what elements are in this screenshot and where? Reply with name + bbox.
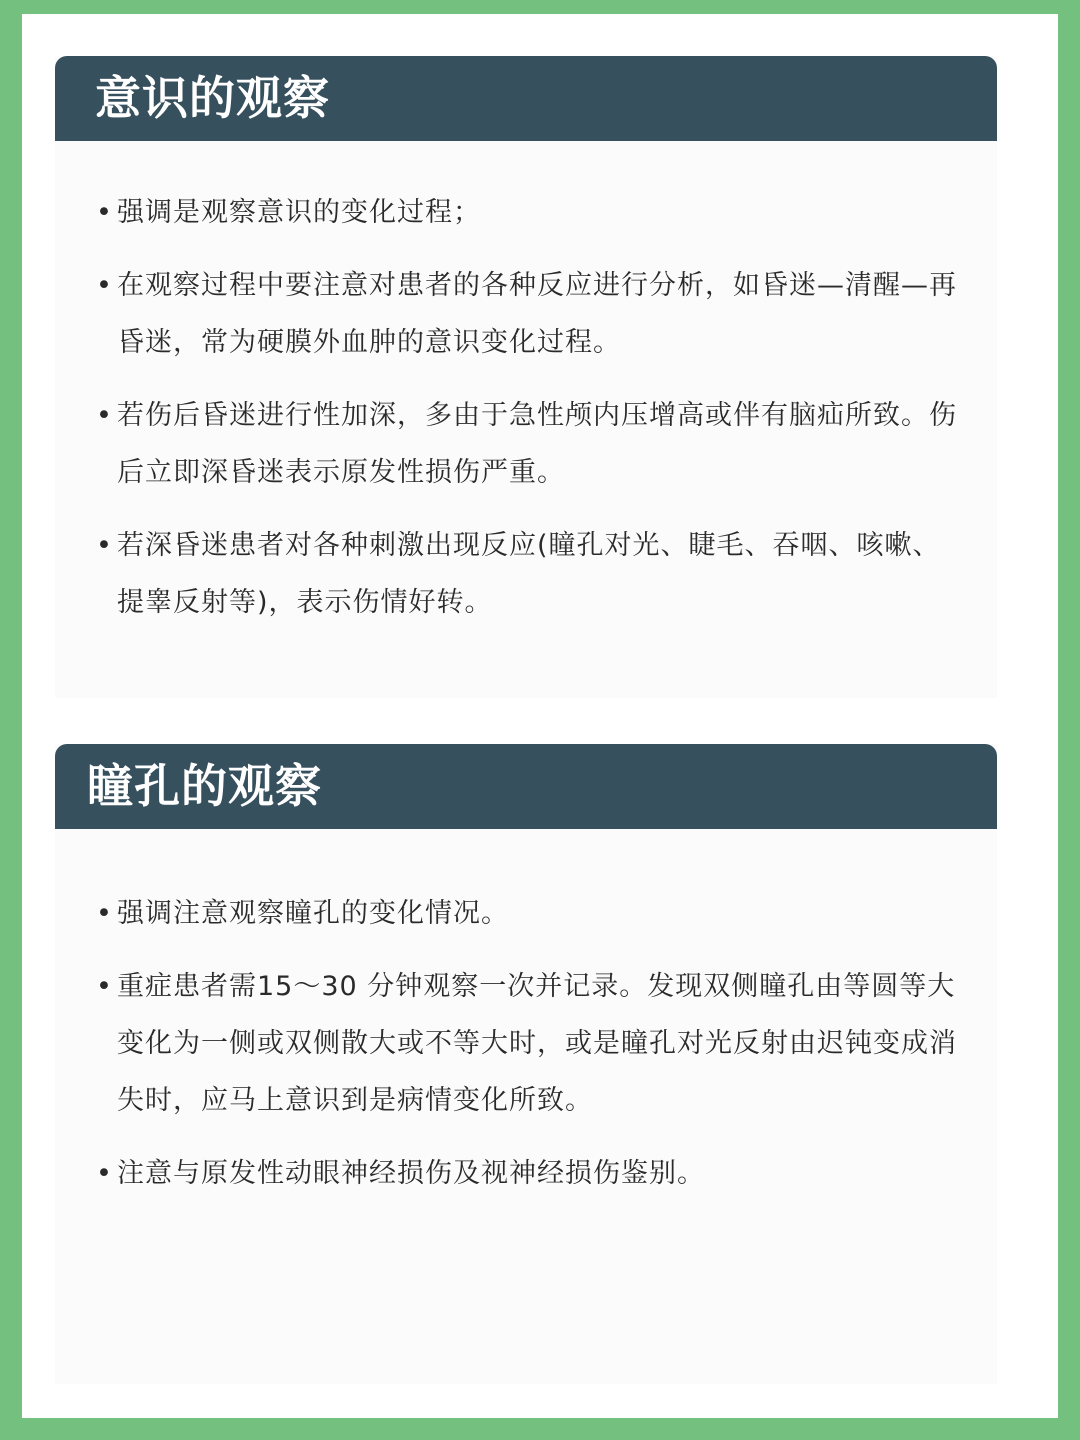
consciousness-section	[55, 56, 997, 698]
page-frame	[22, 14, 1058, 1418]
bullet-icon: •	[96, 400, 113, 431]
list-item-text: 强调是观察意识的变化过程；	[117, 197, 481, 228]
list-item-text: 在观察过程中要注意对患者的各种反应进行分析，如昏迷—清醒—再昏迷，常为硬膜外血肿的意识变化过程。	[117, 270, 957, 358]
list-item-text: 重症患者需15～30 分钟观察一次并记录。发现双侧瞳孔由等圆等大变化为一侧或双侧散大或不等大时，或是瞳孔对光反射由迟钝变成消失时，应马上意识到是病情变化所致。	[117, 971, 957, 1116]
section-title: 意识的观察	[55, 56, 997, 141]
pupil-section	[55, 744, 997, 1384]
bullet-icon: •	[96, 898, 113, 929]
list-item	[55, 885, 997, 942]
bullet-icon: •	[96, 197, 113, 228]
list-item-text: 强调注意观察瞳孔的变化情况。	[117, 898, 509, 929]
list-item	[55, 1145, 997, 1202]
list-item	[55, 958, 997, 1129]
list-item	[55, 184, 997, 241]
list-item	[55, 257, 997, 371]
list-item	[55, 387, 997, 501]
bullet-icon: •	[96, 971, 113, 1002]
list-item	[55, 517, 997, 631]
section-title: 瞳孔的观察	[55, 744, 997, 829]
list-item-text: 注意与原发性动眼神经损伤及视神经损伤鉴别。	[117, 1158, 705, 1189]
bullet-icon: •	[96, 1158, 113, 1189]
bullet-list	[55, 141, 997, 631]
bullet-icon: •	[96, 530, 113, 561]
bullet-icon: •	[96, 270, 113, 301]
bullet-list	[55, 829, 997, 1202]
list-item-text: 若伤后昏迷进行性加深，多由于急性颅内压增高或伴有脑疝所致。伤后立即深昏迷表示原发性损伤严重。	[117, 400, 957, 488]
list-item-text: 若深昏迷患者对各种刺激出现反应(瞳孔对光、睫毛、吞咽、咳嗽、提睾反射等)，表示伤情好转。	[117, 530, 941, 618]
